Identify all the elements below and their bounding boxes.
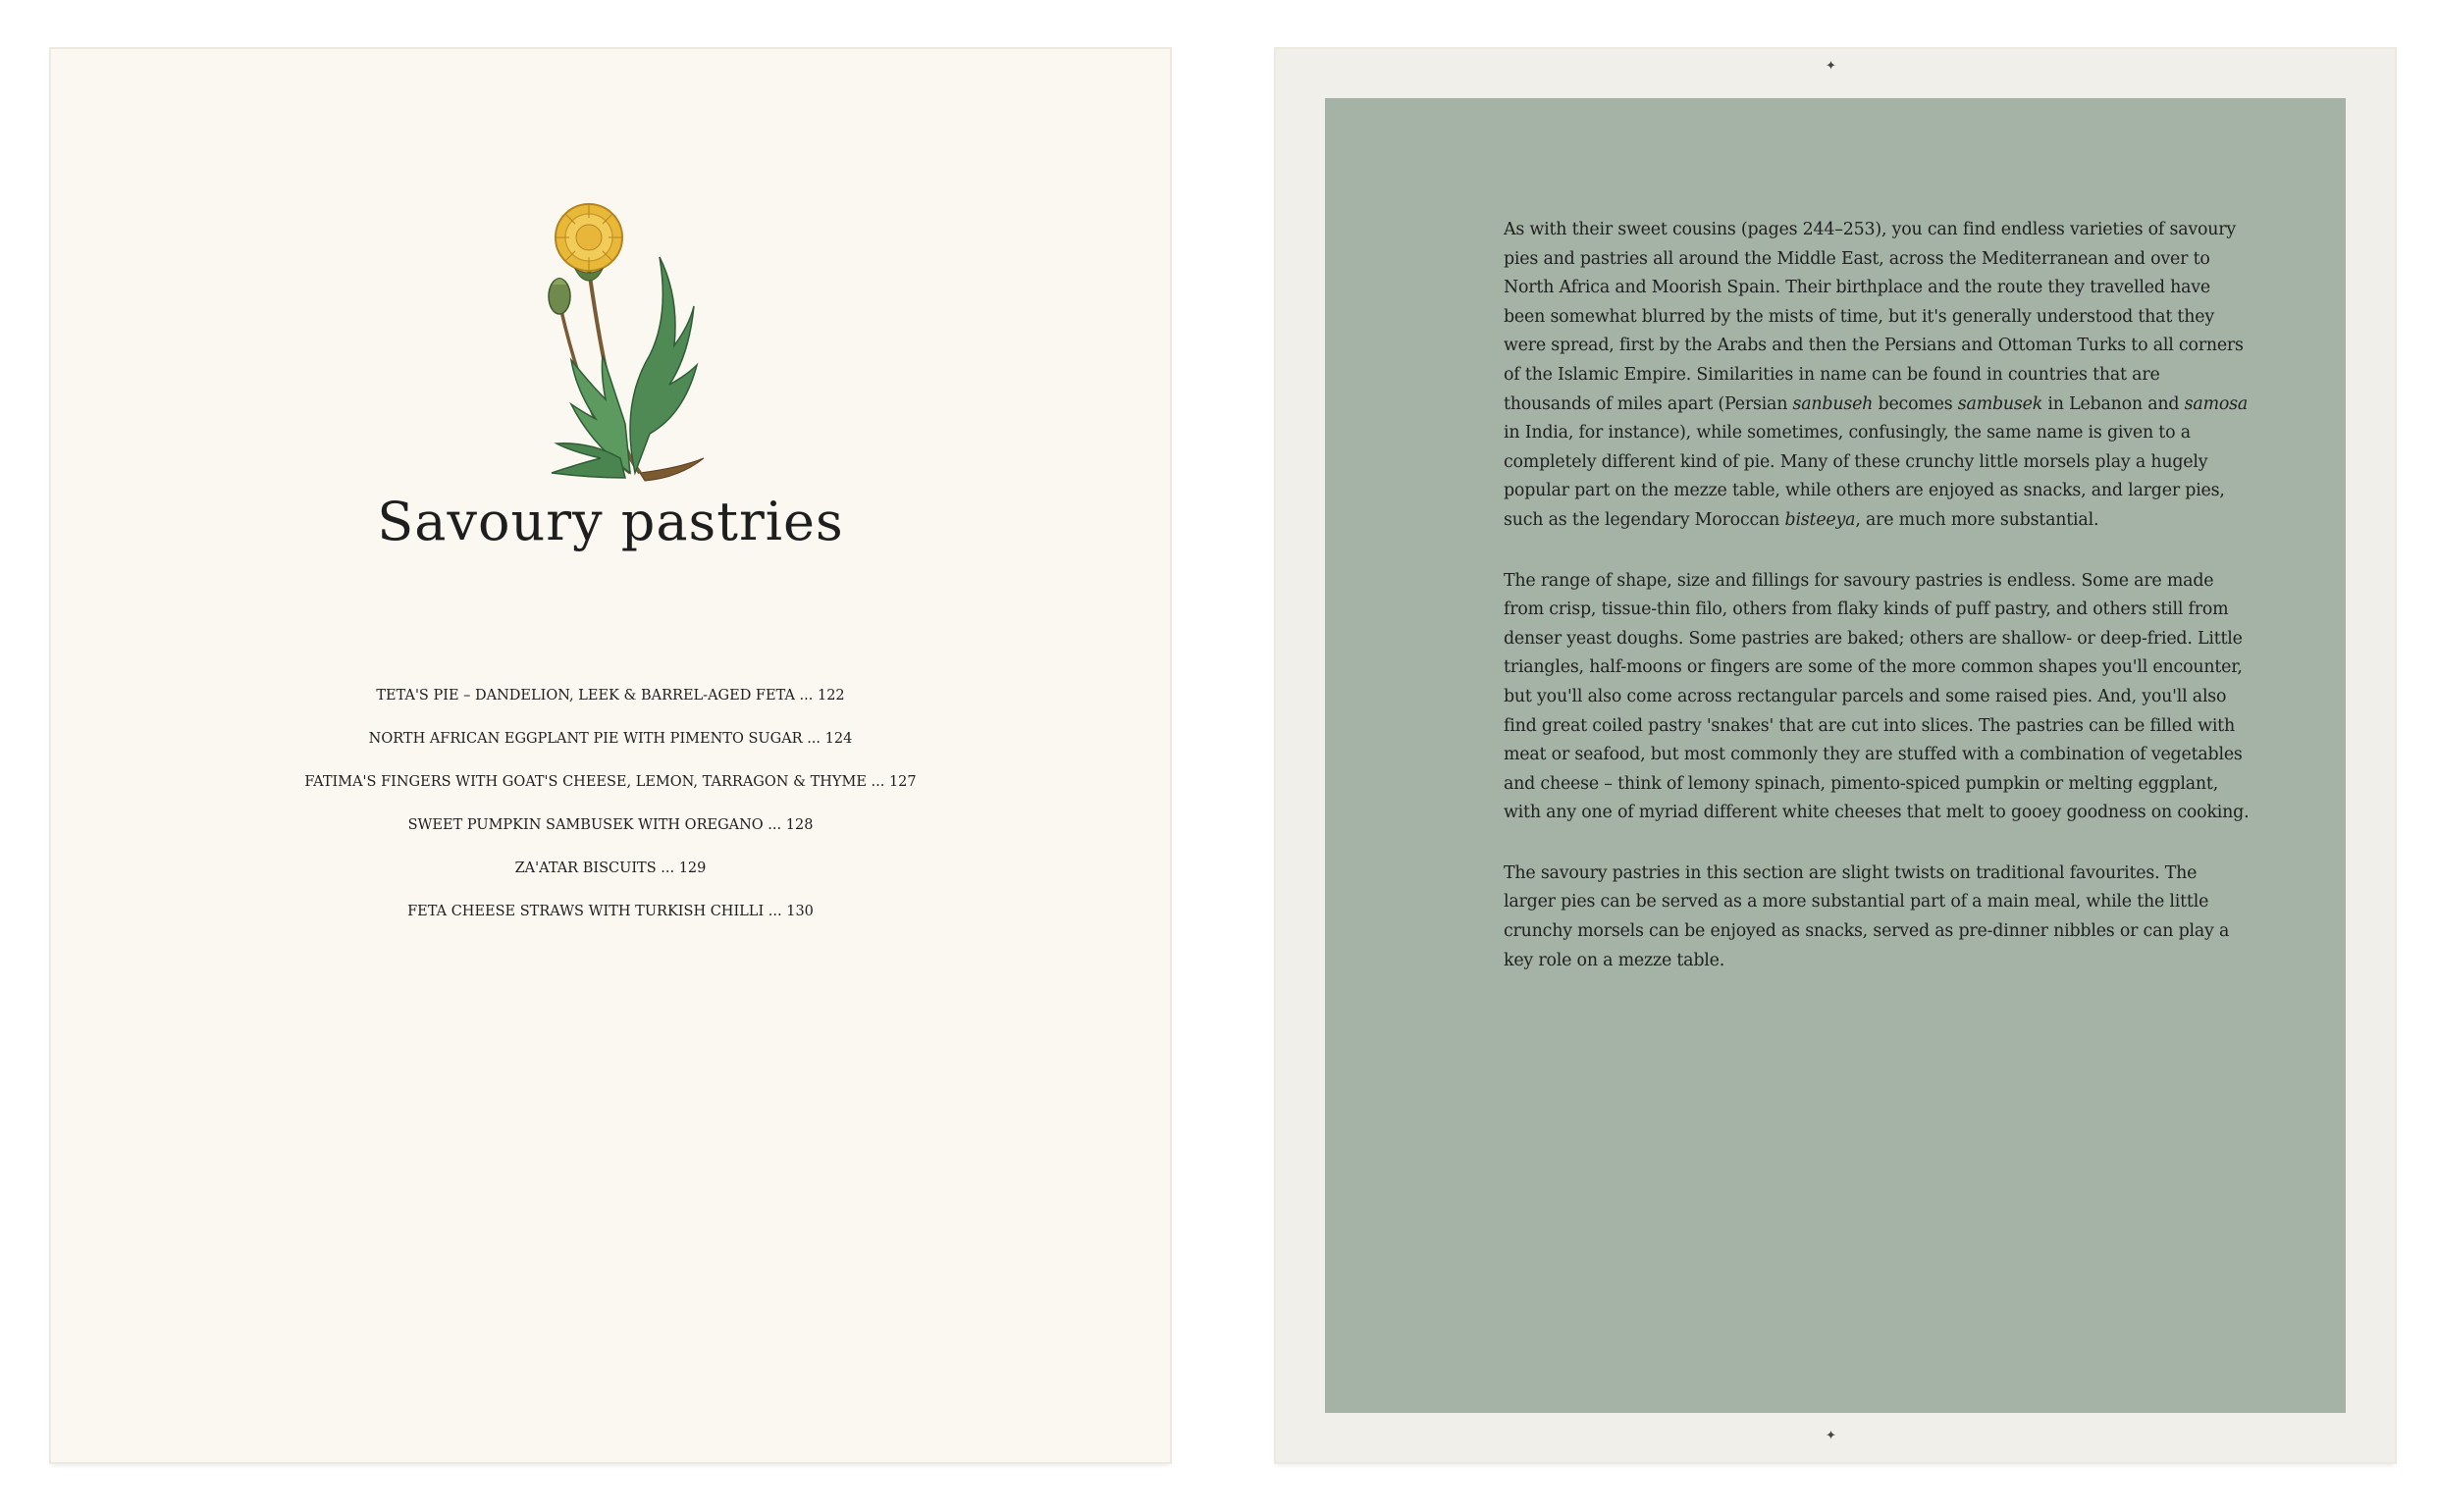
intro-paragraph-2: The range of shape, size and fillings for savoury pastries is endless. Some are made from crisp, tissue-thin filo, others from flaky kinds of puff pastry, and others still from denser yeast doughs. Some pastries are baked; others are shallow- or deep-fried. Little triangles, half-moons or fingers are some of the more common shapes you'll encounter, but you'll also come across rectangular parcels and some raised pies. And, you'll also find great coiled pastry 'snakes' that are cut into slices. The pastries can be filled with meat or seafood, but most commonly they are stuffed with a combination of vegetables and cheese – think of lemony spinach, pimento-spiced pumpkin or melting eggplant, with any one of myriad different white cheeses that melt to gooey goodness on cooking. [1504,570,2250,823]
ornament-bottom: ✦ [1826,1429,1836,1443]
italic-term: sambusek [1957,393,2043,414]
toc-item[interactable]: FETA CHEESE STRAWS WITH TURKISH CHILLI ... 130 [407,904,814,919]
italic-term: bisteeya [1784,509,1856,530]
italic-term: sanbuseh [1792,393,1874,414]
intro-paragraph-1 [1504,216,2250,536]
text-run: As with their sweet cousins (pages 244–253), you can find endless varieties of savoury pies and pastries all around the Middle East, across the Mediterranean and over to North Africa and Moorish Spain. Their birthplace and the route they travelled have been somewhat blurred by the mists of time, but it's generally understood that they were spread, first by the Arabs and then the Persians and Ottoman Turks to all corners of the Islamic Empire. Similarities in name can be found in countries that are thousands of miles apart (Persian [1504,220,2244,414]
toc-item[interactable]: TETA'S PIE – DANDELION, LEEK & BARREL-AGED FETA ... 122 [376,688,845,704]
text-run: , are much more substantial. [1855,509,2099,530]
italic-term: samosa [2184,393,2249,414]
right-page [1276,49,2395,1462]
text-run: in India, for instance), while sometimes, confusingly, the same name is given to a completely different kind of pie. Many of these crunchy little morsels play a hugely popular part on the mezze table, while others are enjoyed as snacks, and larger pies, such as the legendary Moroccan [1504,423,2225,530]
toc-item[interactable]: SWEET PUMPKIN SAMBUSEK WITH OREGANO ... 128 [407,817,814,833]
ornament-top: ✦ [1826,59,1836,74]
toc-item[interactable]: NORTH AFRICAN EGGPLANT PIE WITH PIMENTO SUGAR ... 124 [368,731,853,747]
text-run: becomes [1873,393,1958,414]
text-run: in Lebanon and [2042,393,2185,414]
intro-text [1504,216,2250,1007]
page-title: Savoury pastries [377,491,844,552]
intro-paragraph-3: The savoury pastries in this section are slight twists on traditional favourites. The larger pies can be served as a more substantial part of a main meal, while the little crunchy morsels can be enjoyed as snacks, served as pre-dinner nibbles or can play a key role on a mezze table. [1504,862,2230,970]
dandelion-illustration [532,179,709,493]
left-page [51,49,1170,1462]
toc-item[interactable]: ZA'ATAR BISCUITS ... 129 [514,860,707,876]
toc-item[interactable]: FATIMA'S FINGERS WITH GOAT'S CHEESE, LEMON, TARRAGON & THYME ... 127 [304,774,917,790]
recipe-contents-list [51,684,1170,943]
